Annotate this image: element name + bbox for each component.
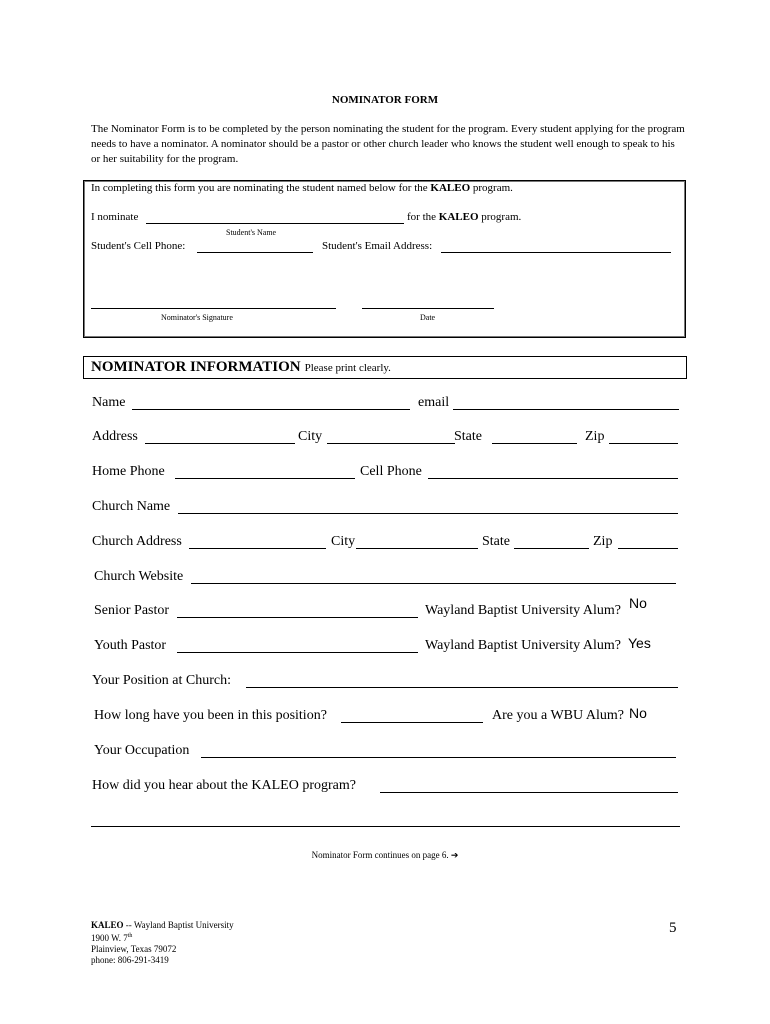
students-name-caption: Student's Name xyxy=(226,228,277,237)
section-header: NOMINATOR INFORMATION Please print clearly. xyxy=(91,359,391,375)
page-number: 5 xyxy=(669,920,677,936)
continue-note: Nominator Form continues on page 6. ➔ xyxy=(311,850,459,860)
church-city-label: City xyxy=(331,534,356,549)
church-name-label: Church Name xyxy=(92,499,171,514)
footer-phone: phone: 806-291-3419 xyxy=(91,955,169,965)
church-address-label: Church Address xyxy=(92,534,182,549)
heard-about-label: How did you hear about the KALEO program? xyxy=(92,778,356,793)
student-email-label: Student's Email Address: xyxy=(322,240,433,252)
right-arrow-icon: ➔ xyxy=(450,850,459,860)
occupation-label: Your Occupation xyxy=(94,743,190,758)
email-label: email xyxy=(418,395,450,410)
name-field[interactable] xyxy=(132,409,410,410)
footer-street: 1900 W. 7th xyxy=(91,933,133,943)
form-title: NOMINATOR FORM xyxy=(331,94,439,106)
senior-pastor-field[interactable] xyxy=(177,617,418,618)
church-city-field[interactable] xyxy=(356,548,478,549)
senior-pastor-label: Senior Pastor xyxy=(94,603,170,618)
zip-label: Zip xyxy=(585,429,605,444)
church-state-field[interactable] xyxy=(514,548,589,549)
nomination-statement: In completing this form you are nominating the student named below for the KALEO program. xyxy=(91,182,513,194)
position-label: Your Position at Church: xyxy=(92,673,231,688)
church-website-label: Church Website xyxy=(94,569,184,584)
youth-pastor-alum-value[interactable]: Yes xyxy=(628,635,651,651)
city-label: City xyxy=(298,429,323,444)
heard-about-continuation-line[interactable] xyxy=(91,826,680,827)
address-field[interactable] xyxy=(145,443,295,444)
nominator-signature-field[interactable] xyxy=(91,308,336,309)
zip-field[interactable] xyxy=(609,443,678,444)
church-zip-field[interactable] xyxy=(618,548,678,549)
how-long-field[interactable] xyxy=(341,722,483,723)
senior-pastor-alum-value[interactable]: No xyxy=(629,595,647,611)
youth-pastor-alum-label: Wayland Baptist University Alum? xyxy=(425,638,622,653)
cell-phone-label: Cell Phone xyxy=(360,464,422,479)
date-caption: Date xyxy=(420,313,436,322)
email-field[interactable] xyxy=(453,409,679,410)
youth-pastor-label: Youth Pastor xyxy=(94,638,167,653)
youth-pastor-field[interactable] xyxy=(177,652,418,653)
occupation-field[interactable] xyxy=(201,757,676,758)
state-field[interactable] xyxy=(492,443,577,444)
footer-city: Plainview, Texas 79072 xyxy=(91,944,177,954)
wbu-alum-label: Are you a WBU Alum? xyxy=(492,708,624,723)
student-cell-phone-label: Student's Cell Phone: xyxy=(91,240,186,252)
footer-org: KALEO -- Wayland Baptist University xyxy=(91,920,234,930)
home-phone-label: Home Phone xyxy=(92,464,165,479)
nominate-label: I nominate xyxy=(91,211,139,223)
signature-date-field[interactable] xyxy=(362,308,494,309)
position-field[interactable] xyxy=(246,687,678,688)
church-address-field[interactable] xyxy=(189,548,326,549)
senior-pastor-alum-label: Wayland Baptist University Alum? xyxy=(425,603,622,618)
name-label: Name xyxy=(92,395,126,410)
address-label: Address xyxy=(92,429,138,444)
heard-about-field[interactable] xyxy=(380,792,678,793)
cell-phone-field[interactable] xyxy=(428,478,678,479)
church-name-field[interactable] xyxy=(178,513,678,514)
wbu-alum-value[interactable]: No xyxy=(629,705,647,721)
student-cell-phone-field[interactable] xyxy=(197,252,313,253)
signature-caption: Nominator's Signature xyxy=(161,313,233,322)
church-zip-label: Zip xyxy=(593,534,613,549)
student-name-field[interactable] xyxy=(146,223,404,224)
intro-paragraph: The Nominator Form is to be completed by the person nominating the student for the program. Every student applying for the program needs to have a nominator. A nominator should be a pastor or other church leader who knows the student well enough to speak to his or her suitability for the program. xyxy=(91,123,685,165)
how-long-label: How long have you been in this position? xyxy=(94,708,327,723)
student-email-field[interactable] xyxy=(441,252,671,253)
footer-address xyxy=(91,920,234,966)
state-label: State xyxy=(454,429,482,444)
city-field[interactable] xyxy=(327,443,455,444)
for-program-label: for the KALEO program. xyxy=(407,211,522,223)
church-state-label: State xyxy=(482,534,510,549)
home-phone-field[interactable] xyxy=(175,478,355,479)
church-website-field[interactable] xyxy=(191,583,676,584)
